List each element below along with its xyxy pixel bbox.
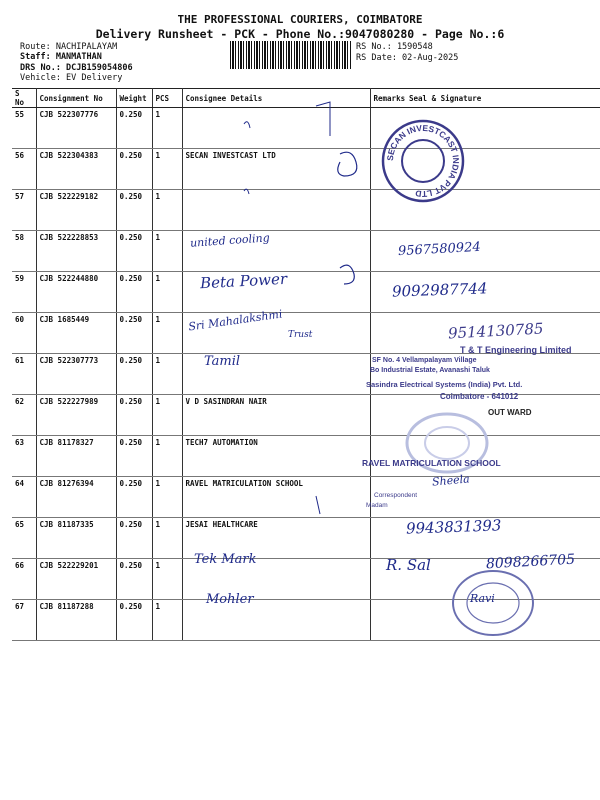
cell-sno: 67 <box>12 600 36 641</box>
cell-weight: 0.250 <box>116 190 152 231</box>
stamp-line-4: Sasindra Electrical Systems (India) Pvt. Ltd. <box>366 380 523 389</box>
cell-weight: 0.250 <box>116 313 152 354</box>
cell-consignment: CJB 81187288 <box>36 600 116 641</box>
cell-consignee: JESAI HEALTHCARE <box>182 518 370 559</box>
cell-pcs: 1 <box>152 436 182 477</box>
cell-pcs: 1 <box>152 354 182 395</box>
cell-weight: 0.250 <box>116 436 152 477</box>
stamp-line-1: T & T Engineering Limited <box>460 345 572 355</box>
col-pcs: PCS <box>152 89 182 108</box>
handwritten-consignee-59: Beta Power <box>199 269 288 293</box>
rs-date: RS Date: 02-Aug-2025 <box>356 53 459 63</box>
vehicle-label: Vehicle: EV Delivery <box>20 73 123 83</box>
cell-weight: 0.250 <box>116 108 152 149</box>
stamp-line-5: Coimbatore - 641012 <box>440 392 519 401</box>
svg-text:SECAN INVESTCAST INDIA PVT LTD <box>385 123 461 199</box>
cell-consignment: CJB 522307776 <box>36 108 116 149</box>
cell-pcs: 1 <box>152 313 182 354</box>
barcode <box>230 41 352 69</box>
cell-consignment: CJB 81178327 <box>36 436 116 477</box>
cell-consignment: CJB 522229182 <box>36 190 116 231</box>
cell-weight: 0.250 <box>116 559 152 600</box>
col-weight: Weight <box>116 89 152 108</box>
cell-consignment: CJB 1685449 <box>36 313 116 354</box>
secan-seal-stamp <box>380 118 466 204</box>
cell-pcs: 1 <box>152 559 182 600</box>
handwritten-consignee-67: Mohler <box>206 592 254 607</box>
stamp-line-3: Bo Industrial Estate, Avanashi Taluk <box>370 367 490 374</box>
cell-pcs: 1 <box>152 600 182 641</box>
staff-label: Staff: MANMATHAN <box>20 52 102 62</box>
rs-number: RS No.: 1590548 <box>356 42 433 52</box>
scribble-marks <box>180 96 380 616</box>
cell-pcs: 1 <box>152 231 182 272</box>
handwritten-phone-59: 9092987744 <box>391 279 488 301</box>
route-label: Route: NACHIPALAYAM <box>20 42 118 52</box>
handwritten-phone-60: 9514130785 <box>447 319 544 343</box>
cell-pcs: 1 <box>152 477 182 518</box>
cell-sno: 63 <box>12 436 36 477</box>
stamp-line-2: SF No. 4 Vellampalayam Village <box>372 357 477 364</box>
cell-consignment: CJB 522227989 <box>36 395 116 436</box>
cell-sno: 56 <box>12 149 36 190</box>
cell-pcs: 1 <box>152 149 182 190</box>
cell-consignment: CJB 81276394 <box>36 477 116 518</box>
cell-weight: 0.250 <box>116 518 152 559</box>
cell-consignment: CJB 522229201 <box>36 559 116 600</box>
cell-weight: 0.250 <box>116 149 152 190</box>
cell-sno: 58 <box>12 231 36 272</box>
cell-weight: 0.250 <box>116 395 152 436</box>
col-consignment: Consignment No <box>36 89 116 108</box>
outward-stamp: OUT WARD <box>488 408 532 417</box>
handwritten-consignee-66: Tek Mark <box>194 552 257 567</box>
cell-sno: 66 <box>12 559 36 600</box>
cell-consignee: V D SASINDRAN NAIR <box>182 395 370 436</box>
cell-consignment: CJB 522304383 <box>36 149 116 190</box>
cell-sno: 60 <box>12 313 36 354</box>
company-title: THE PROFESSIONAL COURIERS, COIMBATORE <box>177 13 423 26</box>
handwritten-signature-66: R. Sal <box>386 556 431 574</box>
cell-sno: 64 <box>12 477 36 518</box>
handwritten-consignee-61: Tamil <box>204 354 241 369</box>
cell-consignment: CJB 522228853 <box>36 231 116 272</box>
handwritten-phone-66: 9943831393 <box>405 516 502 538</box>
drs-label: DRS No.: DCJB159054806 <box>20 63 133 73</box>
ravel-stamp-sub2: Madam <box>366 502 388 509</box>
round-seal-signature: Ravi <box>470 592 495 605</box>
cell-sno: 55 <box>12 108 36 149</box>
cell-pcs: 1 <box>152 108 182 149</box>
cell-pcs: 1 <box>152 190 182 231</box>
handwritten-note-60: Trust <box>288 330 313 340</box>
cell-pcs: 1 <box>152 518 182 559</box>
ravel-stamp: RAVEL MATRICULATION SCHOOL <box>362 458 501 468</box>
col-consignee: Consignee Details <box>182 89 370 108</box>
cell-weight: 0.250 <box>116 354 152 395</box>
cell-sno: 65 <box>12 518 36 559</box>
cell-consignment: CJB 522307773 <box>36 354 116 395</box>
runsheet-subtitle: Delivery Runsheet - PCK - Phone No.:9047080280 - Page No.:6 <box>95 27 505 41</box>
ravel-stamp-sub: Correspondent <box>374 492 417 499</box>
handwritten-name-65: Sheela <box>431 472 471 489</box>
cell-weight: 0.250 <box>116 231 152 272</box>
cell-consignment: CJB 522244880 <box>36 272 116 313</box>
col-remarks: Remarks <box>370 89 406 108</box>
cell-pcs: 1 <box>152 272 182 313</box>
col-seal-signature: Seal & Signature <box>406 89 600 108</box>
cell-sno: 57 <box>12 190 36 231</box>
cell-sno: 59 <box>12 272 36 313</box>
cell-consignee: RAVEL MATRICULATION SCHOOL <box>182 477 370 518</box>
cell-sno: 62 <box>12 395 36 436</box>
cell-consignee: TECH7 AUTOMATION <box>182 436 370 477</box>
cell-weight: 0.250 <box>116 272 152 313</box>
handwritten-phone-58: 9567580924 <box>397 239 482 260</box>
cell-consignment: CJB 81187335 <box>36 518 116 559</box>
handwritten-consignee-60: Sri Mahalakshmi <box>187 307 284 334</box>
handwritten-phone2-66: 8098266705 <box>485 551 576 573</box>
handwritten-consignee-58: united cooling <box>189 231 271 250</box>
cell-weight: 0.250 <box>116 600 152 641</box>
cell-sno: 61 <box>12 354 36 395</box>
secan-seal-text: SECAN INVESTCAST INDIA PVT LTD <box>384 122 462 200</box>
cell-consignee: SECAN INVESTCAST LTD <box>182 149 370 190</box>
col-sno: S No <box>12 89 36 108</box>
cell-pcs: 1 <box>152 395 182 436</box>
cell-weight: 0.250 <box>116 477 152 518</box>
